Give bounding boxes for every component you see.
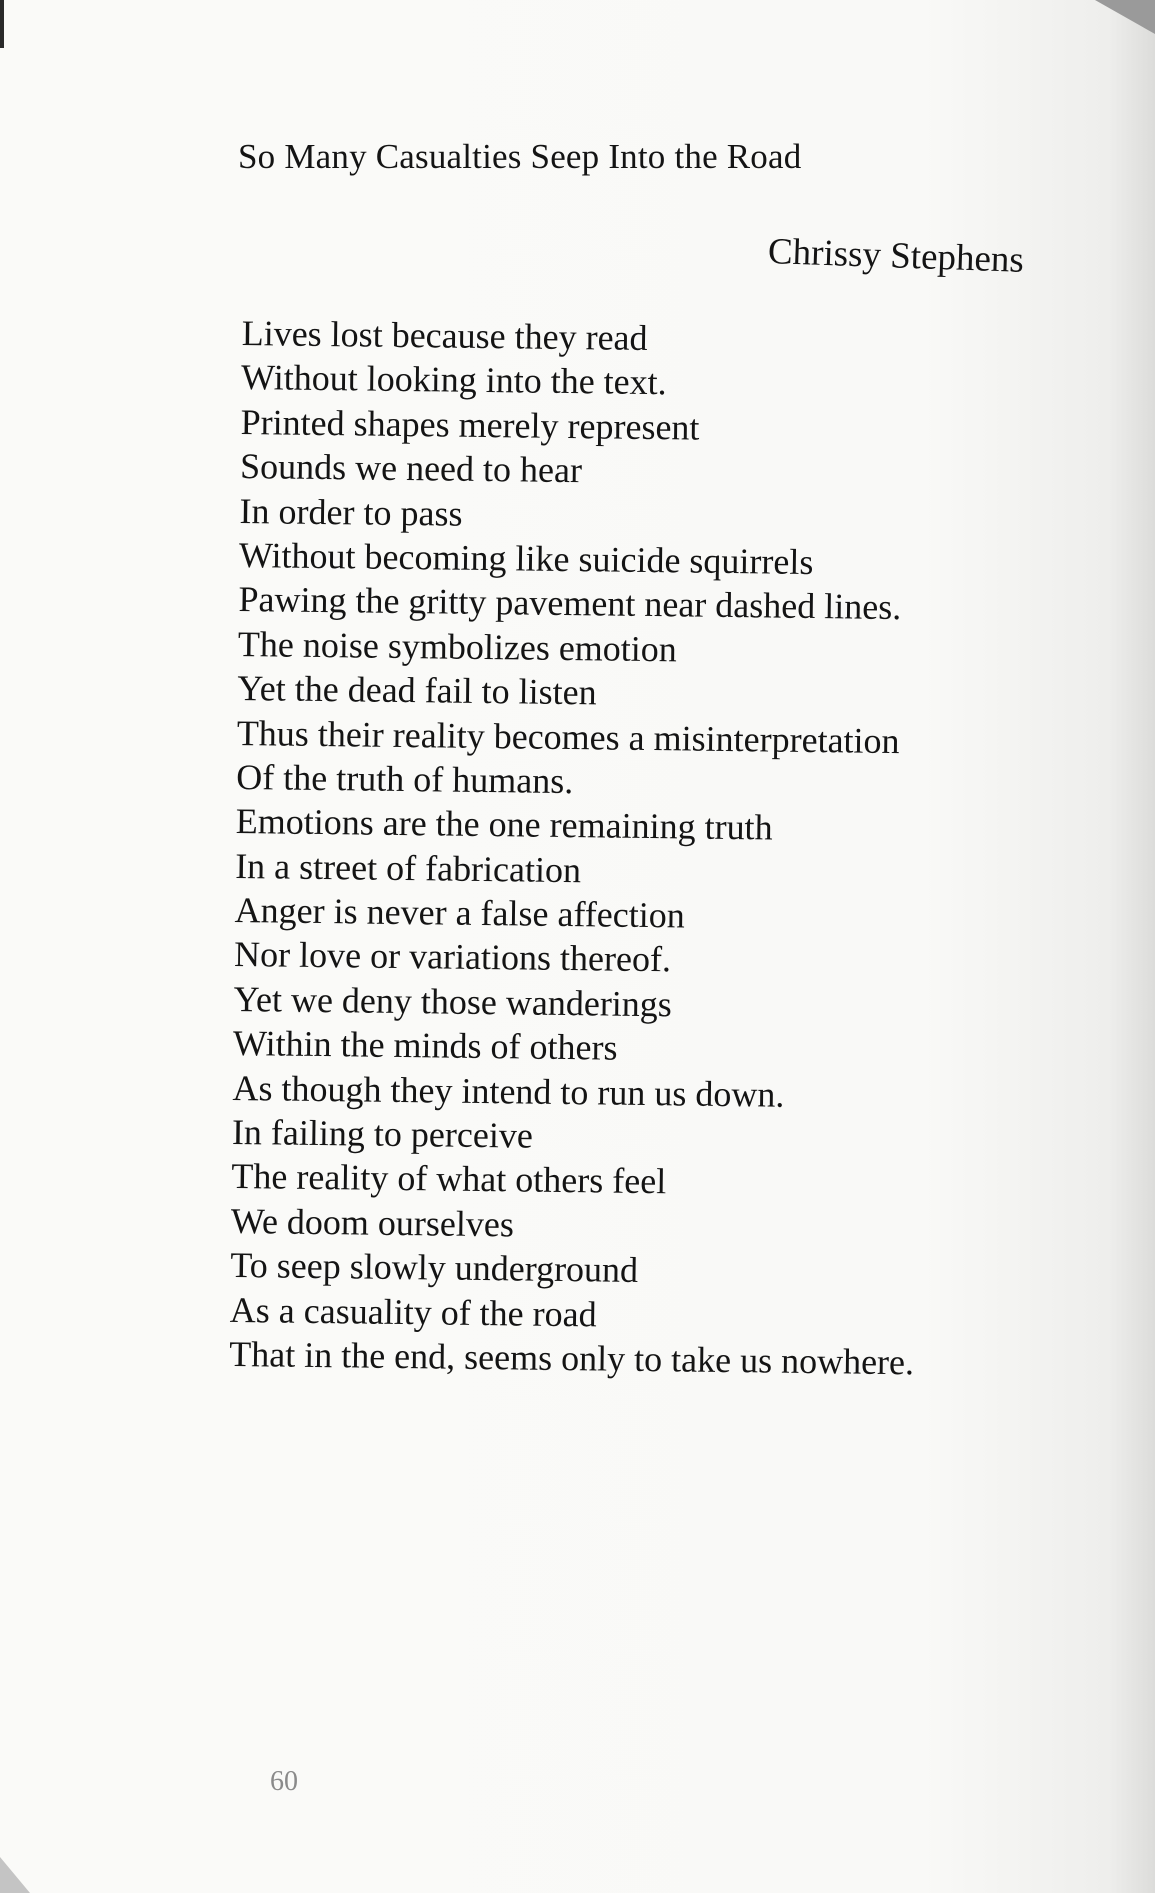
poem-line: In order to pass [239,490,463,534]
poem-line: The reality of what others feel [231,1156,667,1202]
page-corner-shadow [0,1857,30,1893]
poem-line: Emotions are the one remaining truth [235,801,773,848]
poem-body [229,311,1102,1387]
page-edge-mark [0,0,4,48]
poem-line: Printed shapes merely represent [240,401,700,448]
poem-line: Of the truth of humans. [236,756,574,801]
poem-title: So Many Casualties Seep Into the Road [238,137,802,176]
poem-line: As a casuality of the road [229,1289,597,1334]
poem-line: In failing to perceive [231,1111,534,1156]
poem-line: Thus their reality becomes a misinterpretation [236,712,900,761]
poem-line: Without looking into the text. [240,357,667,403]
poem-line: Within the minds of others [232,1023,618,1068]
page-corner-shadow [1095,0,1155,34]
poem-author: Chrissy Stephens [767,231,1025,281]
poem-line: In a street of fabrication [234,845,582,890]
poem-line: Lives lost because they read [241,312,648,358]
poem-line: That in the end, seems only to take us nowhere. [229,1333,915,1383]
poem-line: Nor love or variations thereof. [233,934,672,980]
poem-line: We doom ourselves [230,1200,515,1245]
poem-line: Pawing the gritty pavement near dashed lines. [238,579,902,628]
poem-line: Yet the dead fail to listen [237,668,597,713]
poem-line: The noise symbolizes emotion [237,623,678,670]
page-number: 60 [270,1766,298,1797]
poem-line: Anger is never a false affection [234,890,686,936]
poem-line: Yet we deny those wanderings [233,978,673,1025]
poem-line: Without becoming like suicide squirrels [238,534,814,582]
poem-line: Sounds we need to hear [239,446,583,491]
poem-line: To seep slowly underground [230,1245,639,1291]
poem-line: As though they intend to run us down. [232,1067,785,1115]
